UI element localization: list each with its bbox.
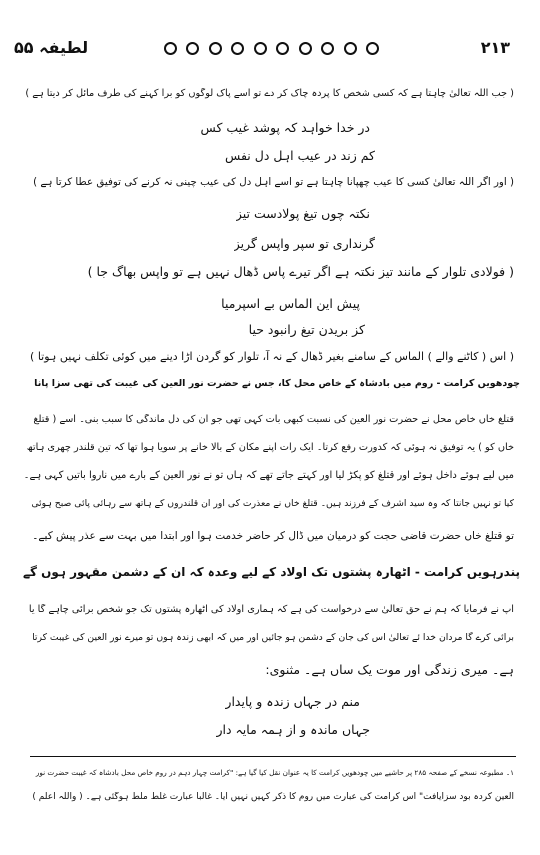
ornament-ring-icon (209, 42, 222, 55)
footnote-line: ۱۔ مطبوعہ نسخے کے صفحہ ۲۸۵ پر حاشیے میں چودھویں کرامت کا یہ عنوان نقل کیا گیا ہے: "کرامت چہار دہم در روم خاص محل بادشاہ کہ غیبت حضرت نور (35, 768, 514, 777)
verse-line: کز بریدن تیغ رانبود حیا (248, 322, 365, 337)
paragraph-line: ہے۔ میری زندگی اور موت یک ساں ہے۔ مثنوی: (265, 662, 514, 677)
verse-line: کم زند در عیب اہل دل نفس (225, 148, 375, 163)
chapter-label: لطیفہ ۵۵ (14, 38, 89, 57)
translation-line: ( جب اللہ تعالیٰ چاہتا ہے کہ کسی شخص کا پردہ چاک کر دے تو اسے پاک لوگوں کو برا کہنے کی طرف مائل کر دیتا ہے ) (25, 88, 514, 99)
paragraph-line: کیا تو نہیں جانتا کہ وہ سید اشرف کے فرزند ہیں۔ قتلغ خاں نے معذرت کی اور ان قلندروں کے ہاتھ سے رہائی پائی صبح ہوئی (31, 498, 514, 509)
paragraph-line: قتلغ خاں خاص محل نے حضرت نور العین کی نسبت کبھی بات کہی تھی جو ان کی دل ماندگی کا سبب بنی۔ اسے ( قتلغ (33, 414, 514, 425)
translation-line: ( اس ( کاٹنے والے ) الماس کے سامنے بغیر ڈھال کے نہ آ، تلوار کو گردن اڑا دینے میں کوئی تکلف نہیں ہوتا ) (30, 350, 514, 363)
verse-line: نکتہ چوں تیغ پولادست تیز (235, 206, 370, 221)
page-number: ۲۱۳ (480, 38, 510, 57)
verse-line: گرنداری تو سپر واپس گریز (233, 236, 375, 251)
section-heading: چودھویں کرامت - روم میں بادشاہ کے خاص محل کا، جس نے حضرت نور العین کی غیبت کی تھی سزا پانا (34, 378, 520, 389)
translation-line: ( فولادی تلوار کے مانند تیز نکتہ ہے اگر تیرے پاس ڈھال نہیں ہے تو واپس بھاگ جا ) (87, 264, 514, 279)
verse-line: منم در جہاں زندہ و پایدار (225, 694, 360, 709)
header-ornament (164, 38, 379, 58)
ornament-ring-icon (231, 42, 244, 55)
ornament-ring-icon (299, 42, 312, 55)
ornament-ring-icon (344, 42, 357, 55)
translation-line: ( اور اگر اللہ تعالیٰ کسی کا عیب چھپانا چاہتا ہے تو اسے اہل دل کی عیب چینی نہ کرنے کی توفیق عطا کرتا ہے ) (33, 176, 514, 188)
page-header (14, 36, 510, 60)
ornament-ring-icon (254, 42, 267, 55)
paragraph-line: تو قتلغ خاں حضرت قاضی حجت کو درمیان میں ڈال کر حاضر خدمت ہوا اور ابتدا میں بہت سے عذر پیش کیے۔ (32, 530, 514, 542)
ornament-ring-icon (321, 42, 334, 55)
verse-line: پیش این الماس بے اسپرمیا (221, 296, 360, 311)
footnote-divider (30, 756, 516, 757)
verse-line: در خدا خواہد کہ پوشد غیب کس (200, 120, 370, 135)
paragraph-line: خاں کو ) یہ توفیق نہ ہوئی کہ کدورت رفع کرتا۔ ایک رات اپنے مکان کے بالا خانے پر سویا ہوا تھا کہ تین قلندر چھری ہاتھ (26, 442, 514, 453)
paragraph-line: برائی کرے گا مردان خدا ئے تعالیٰ اس کی جان کے دشمن ہو جائیں اور میں کہ ابھی زندہ ہوں تو میرے نور العین کی غیبت کرتا (32, 632, 514, 643)
ornament-ring-icon (276, 42, 289, 55)
paragraph-line: میں لیے ہوئے داخل ہوئے اور قتلغ کو پکڑ لیا اور کہتے جاتے تھے کہ ہاں تو نے نور العین کے بارے میں ناروا باتیں کہی ہے۔ (23, 470, 514, 481)
ornament-ring-icon (186, 42, 199, 55)
footnote-line: العین کردہ بود سزایافت" اس کرامت کی عبارت میں روم کا ذکر کہیں نہیں آیا۔ غالباً عبارت غلط ملط ہوگئی ہے۔ ( واللہ اعلم ) (32, 792, 514, 802)
ornament-ring-icon (164, 42, 177, 55)
paragraph-line: آپ نے فرمایا کہ ہم نے حق تعالیٰ سے درخواست کی ہے کہ ہماری اولاد کی اٹھارہ پشتوں تک جو شخص برائی چاہے گا یا (28, 604, 514, 615)
verse-line: جہاں ماندہ و از ہمہ مایہ دار (216, 722, 370, 737)
section-heading: پندرہویں کرامت - اٹھارہ پشتوں تک اولاد کے لیے وعدہ کہ ان کے دشمن مقہور ہوں گے (22, 565, 520, 579)
ornament-ring-icon (366, 42, 379, 55)
